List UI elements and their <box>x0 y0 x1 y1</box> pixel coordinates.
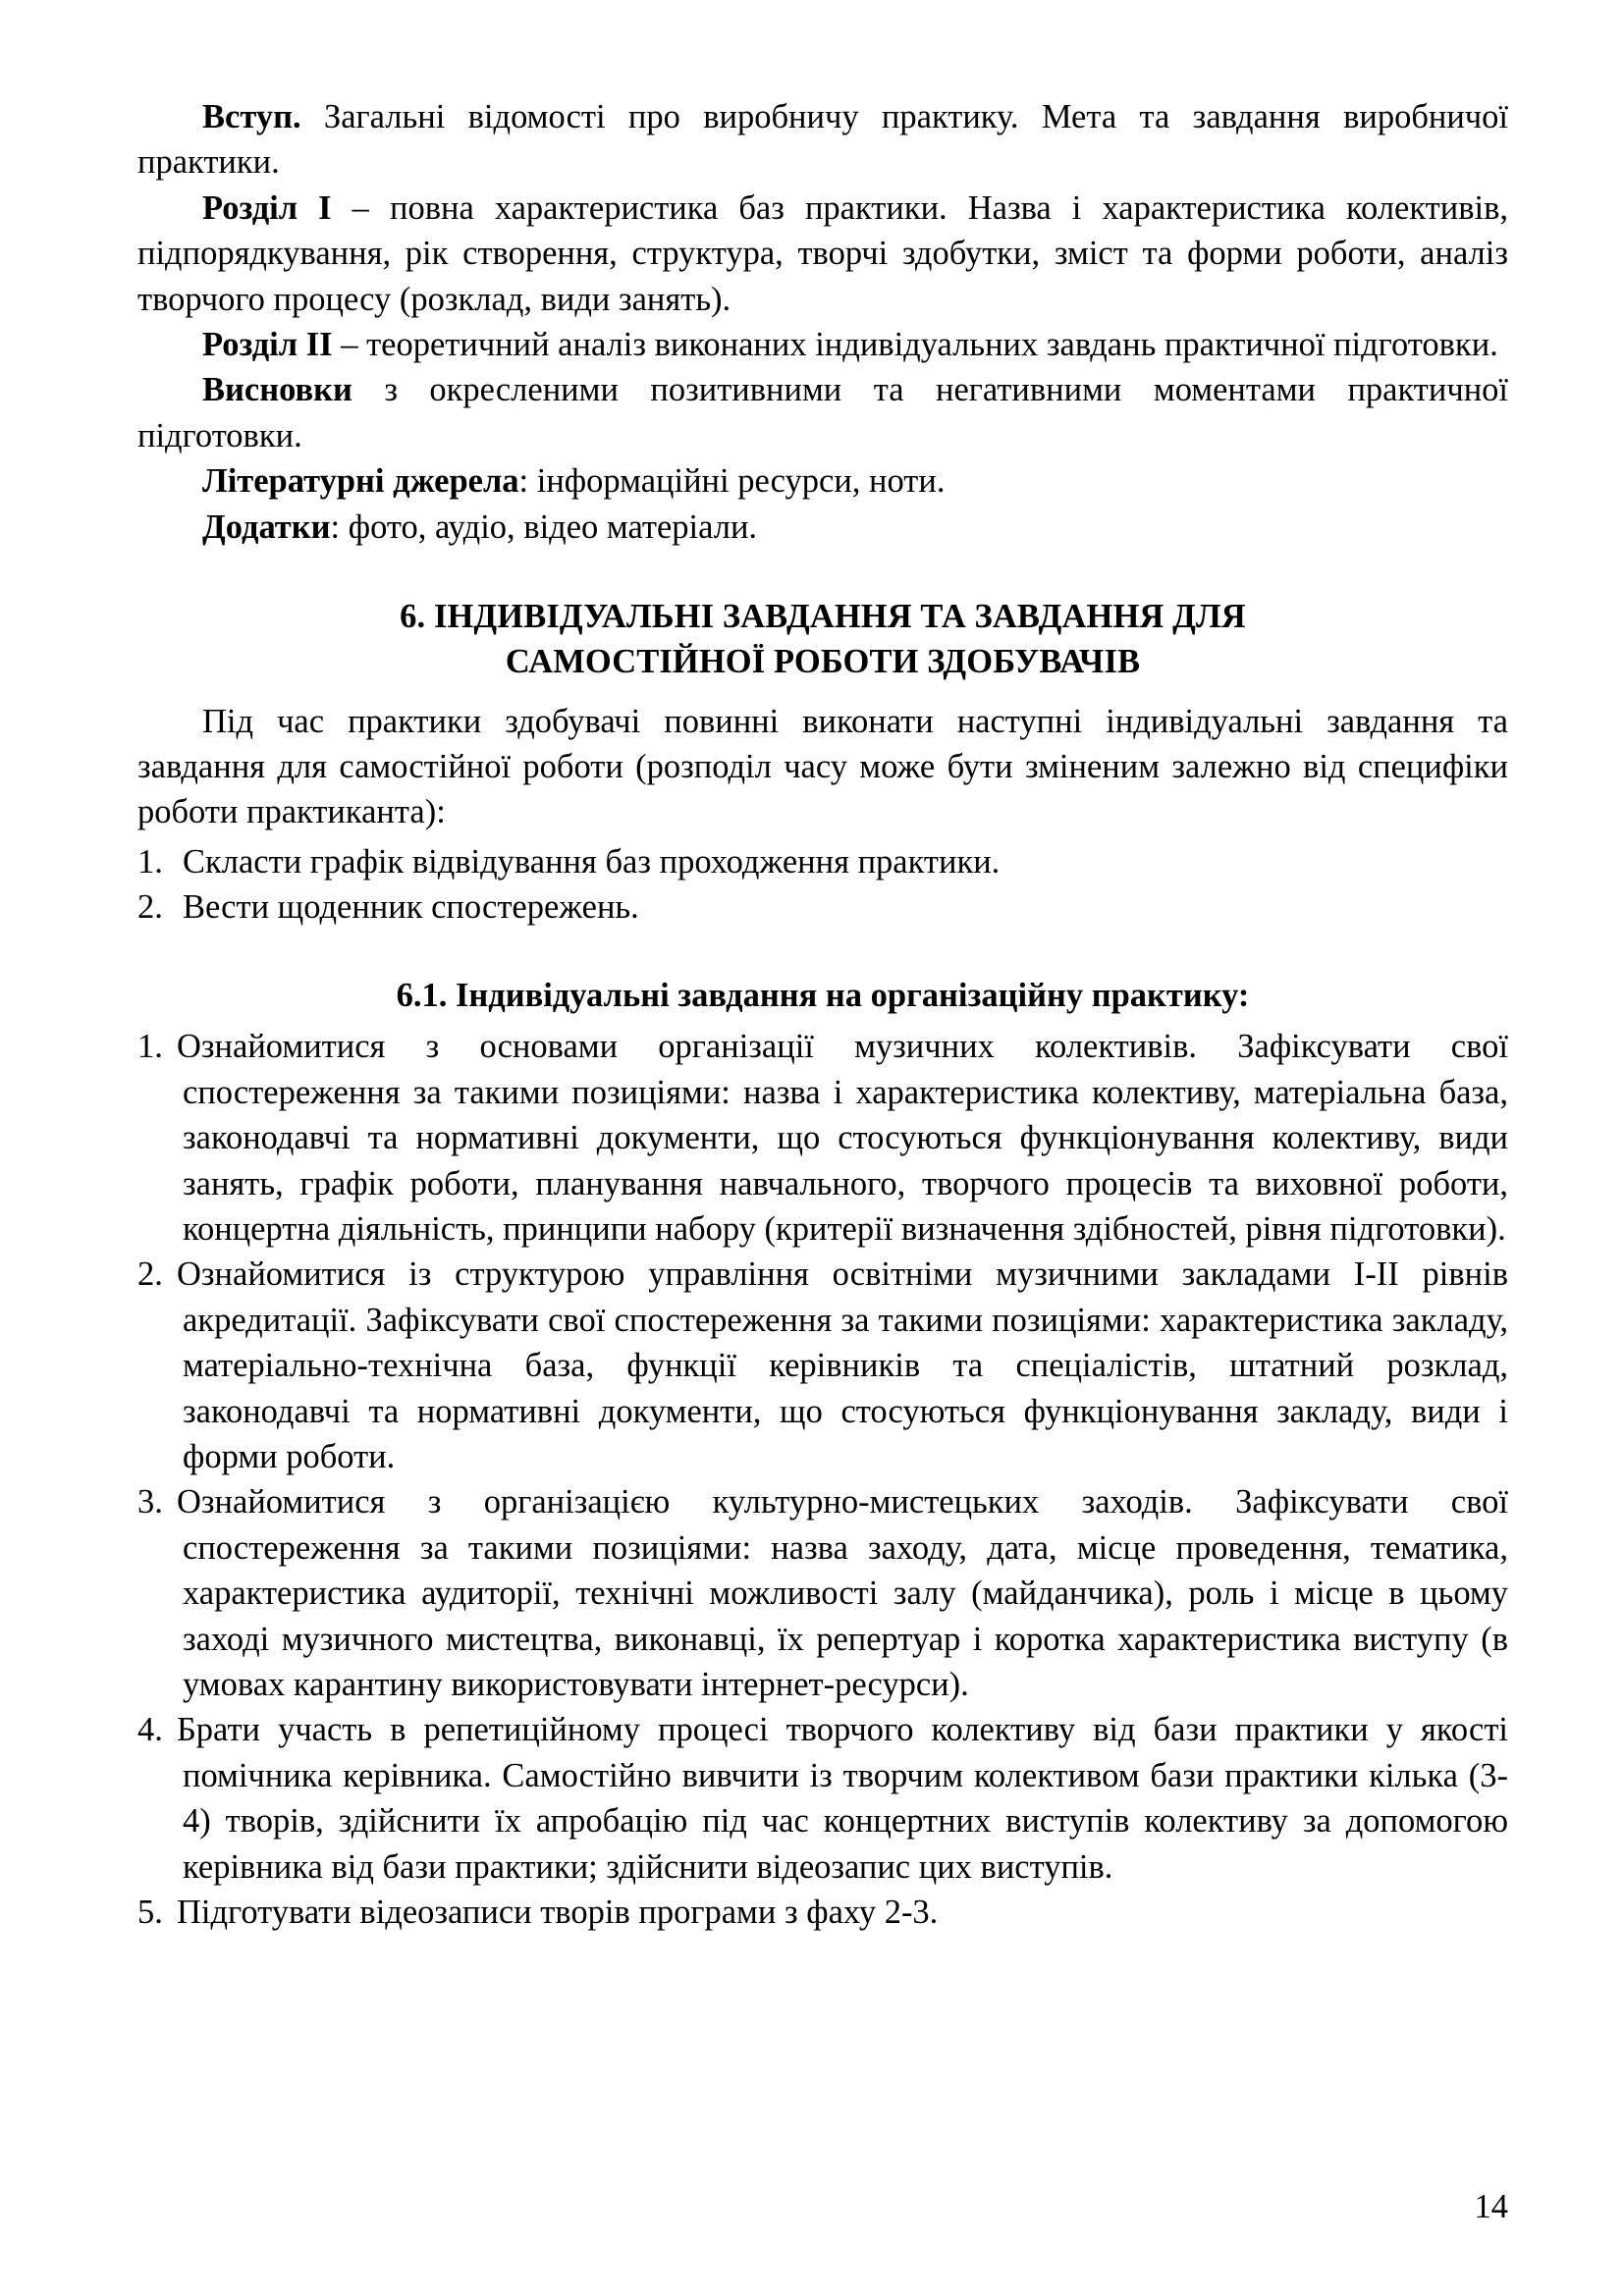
list-item-number: 1. <box>137 1028 163 1066</box>
subsection-heading-text: 6.1. Індивідуальні завдання на організаційну практику: <box>396 976 1250 1014</box>
list-item-text: Скласти графік відвідування баз проходження практики. <box>183 842 1001 881</box>
paragraph-lead: Розділ I <box>202 188 332 227</box>
section-heading-line-2: САМОСТІЙНОЇ РОБОТИ ЗДОБУВАЧІВ <box>505 642 1141 680</box>
paragraph-dodatky <box>137 505 1508 550</box>
page-number: 14 <box>1474 2187 1508 2225</box>
paragraph-lead: Розділ II <box>202 325 333 363</box>
list-item <box>137 1479 1508 1707</box>
paragraph-text: Загальні відомості про виробничу практику. Мета та завдання виробничої практики. <box>137 98 1508 182</box>
list-item <box>137 1024 1508 1252</box>
list-item-text: Вести щоденник спостережень. <box>183 888 639 927</box>
list-item-number: 2. <box>137 888 163 927</box>
list-item-number: 4. <box>137 1711 163 1749</box>
section-heading-line-1: 6. ІНДИВІДУАЛЬНІ ЗАВДАННЯ ТА ЗАВДАННЯ ДЛЯ <box>400 597 1246 635</box>
list-item <box>137 1252 1508 1479</box>
paragraph-vysnovky <box>137 367 1508 458</box>
section-intro-paragraph: Під час практики здобувачі повинні виконати наступні індивідуальні завдання та завдання для самостійної роботи (розподіл часу може бути зміненим залежно від специфіки роботи практиканта): <box>137 702 1508 831</box>
list-item <box>137 884 1508 930</box>
paragraph-text: : інформаційні ресурси, ноти. <box>518 462 946 501</box>
paragraph-rozdil-1 <box>137 186 1508 322</box>
list-item-text: Ознайомитися з основами організації музичних колективів. Зафіксувати свої спостереження за такими позиціями: назва і характеристика колективу, матеріальна база, законодавчі та нормативні документи, що стосуються функціонування колективу, види занять, графік роботи, планування навчального, творчого процесів та виховної роботи, концертна діяльність, принципи набору (критерії визначення здібностей, рівня підготовки). <box>177 1028 1508 1249</box>
paragraph-lead: Літературні джерела <box>202 462 519 501</box>
paragraph-lead: Додатки <box>202 507 331 546</box>
page-content <box>137 94 1508 1935</box>
list-item <box>137 1707 1508 1890</box>
paragraph-rozdil-2 <box>137 322 1508 367</box>
paragraph-literaturni-dzherela <box>137 458 1508 504</box>
list-item-text: Ознайомитися з організацією культурно-мистецьких заходів. Зафіксувати свої спостереження за такими позиціями: назва заходу, дата, місце проведення, тематика, характеристика аудиторії, технічні можливості залу (майданчика), роль і місце в цьому заході музичного мистецтва, виконавці, їх репертуар і коротка характеристика виступу (в умовах карантину використовувати інтернет-ресурси). <box>177 1483 1508 1703</box>
list-item <box>137 1890 1508 1935</box>
list-item-text: Підготувати відеозаписи творів програми з фаху 2-3. <box>177 1893 939 1931</box>
paragraph-text: : фото, аудіо, відео матеріали. <box>330 507 758 546</box>
individual-task-list <box>137 1024 1508 1935</box>
general-task-list <box>137 839 1508 931</box>
section-heading <box>137 595 1508 685</box>
list-item-number: 2. <box>137 1255 163 1294</box>
paragraph-lead: Висновки <box>202 371 352 409</box>
paragraph-text: – теоретичний аналіз виконаних індивідуальних завдань практичної підготовки. <box>332 325 1498 363</box>
paragraph-text: – повна характеристика баз практики. Назва і характеристика колективів, підпорядкування, рік створення, структура, творчі здобутки, зміст та форми роботи, аналіз творчого процесу (розклад, види занять). <box>137 188 1508 318</box>
paragraph-text: з окресленими позитивними та негативними моментами практичної підготовки. <box>137 371 1508 454</box>
list-item-number: 5. <box>137 1893 163 1931</box>
paragraph-vstup <box>137 94 1508 186</box>
list-item-text: Ознайомитися із структурою управління освітніми музичними закладами I-II рівнів акредитації. Зафіксувати свої спостереження за такими позиціями: характеристика закладу, матеріально-технічна база, функції керівників та спеціалістів, штатний розклад, законодавчі та нормативні документи, що стосуються функціонування закладу, види і форми роботи. <box>177 1255 1508 1475</box>
paragraph-lead: Вступ. <box>202 98 301 135</box>
list-item-number: 3. <box>137 1483 163 1522</box>
list-item <box>137 839 1508 884</box>
list-item-text: Брати участь в репетиційному процесі творчого колективу від бази практики у якості помічника керівника. Самостійно вивчити із творчим колективом бази практики кілька (3-4) творів, здійснити їх апробацію під час концертних виступів колективу за допомогою керівника від бази практики; здійснити відеозапис цих виступів. <box>177 1711 1508 1886</box>
list-item-number: 1. <box>137 842 163 881</box>
subsection-heading <box>137 974 1508 1019</box>
